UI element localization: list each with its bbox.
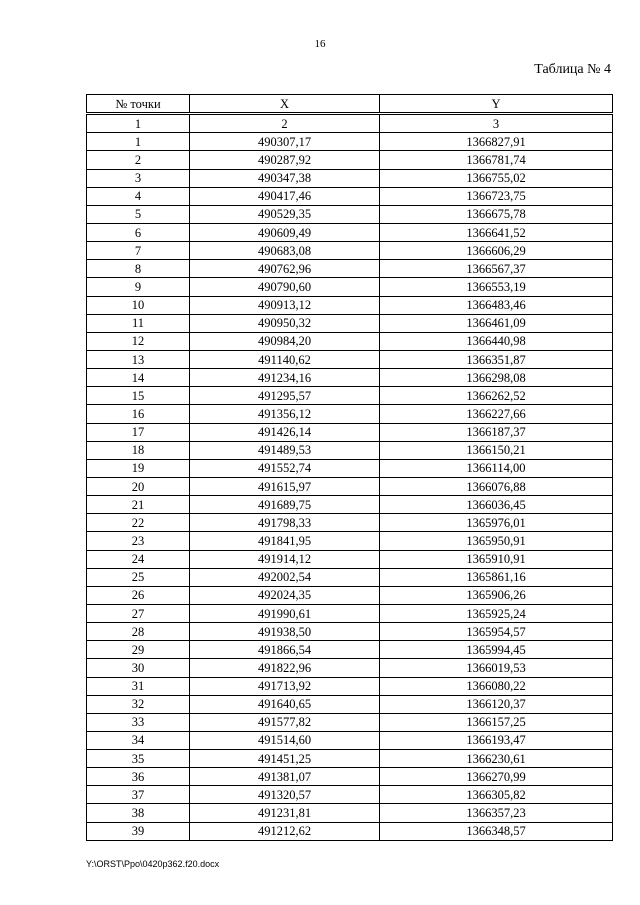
cell-y: 1365950,91 [380, 532, 613, 550]
cell-point-number: 24 [87, 550, 190, 568]
cell-y: 1366827,91 [380, 133, 613, 151]
cell-y: 1366150,21 [380, 441, 613, 459]
cell-x: 491866,54 [190, 641, 380, 659]
cell-x: 491689,75 [190, 496, 380, 514]
cell-point-number: 19 [87, 459, 190, 477]
table-row [87, 350, 613, 368]
cell-point-number: 39 [87, 822, 190, 840]
cell-x: 490529,35 [190, 205, 380, 223]
cell-x: 490287,92 [190, 151, 380, 169]
table-row [87, 532, 613, 550]
cell-point-number: 12 [87, 332, 190, 350]
cell-y: 1366351,87 [380, 350, 613, 368]
cell-y: 1366270,99 [380, 768, 613, 786]
cell-y: 1365910,91 [380, 550, 613, 568]
cell-point-number: 18 [87, 441, 190, 459]
cell-x: 491713,92 [190, 677, 380, 695]
cell-point-number: 13 [87, 350, 190, 368]
cell-y: 1366230,61 [380, 750, 613, 768]
cell-point-number: 33 [87, 713, 190, 731]
column-header-y: Y [380, 95, 613, 114]
cell-point-number: 36 [87, 768, 190, 786]
cell-point-number: 31 [87, 677, 190, 695]
cell-y: 1366723,75 [380, 187, 613, 205]
cell-point-number: 27 [87, 604, 190, 622]
table-row [87, 169, 613, 187]
cell-point-number: 1 [87, 133, 190, 151]
cell-y: 1366781,74 [380, 151, 613, 169]
table-row [87, 786, 613, 804]
cell-x: 490790,60 [190, 278, 380, 296]
table-row [87, 768, 613, 786]
cell-point-number: 9 [87, 278, 190, 296]
table-row [87, 822, 613, 840]
table-row [87, 604, 613, 622]
cell-point-number: 22 [87, 514, 190, 532]
cell-x: 491451,25 [190, 750, 380, 768]
cell-y: 1366305,82 [380, 786, 613, 804]
cell-x: 491990,61 [190, 604, 380, 622]
cell-point-number: 2 [87, 151, 190, 169]
cell-x: 491552,74 [190, 459, 380, 477]
table-row [87, 314, 613, 332]
cell-x: 491231,81 [190, 804, 380, 822]
coordinates-table [86, 94, 613, 841]
cell-y: 1366567,37 [380, 260, 613, 278]
cell-x: 492024,35 [190, 586, 380, 604]
table-row [87, 296, 613, 314]
column-number-3: 3 [380, 114, 613, 133]
cell-point-number: 8 [87, 260, 190, 278]
cell-point-number: 28 [87, 623, 190, 641]
table-row [87, 568, 613, 586]
cell-x: 490347,38 [190, 169, 380, 187]
table-row [87, 278, 613, 296]
cell-point-number: 5 [87, 205, 190, 223]
cell-y: 1366461,09 [380, 314, 613, 332]
cell-point-number: 14 [87, 369, 190, 387]
cell-x: 491381,07 [190, 768, 380, 786]
table-row [87, 550, 613, 568]
cell-x: 491426,14 [190, 423, 380, 441]
table-row [87, 695, 613, 713]
column-number-2: 2 [190, 114, 380, 133]
cell-x: 490683,08 [190, 242, 380, 260]
cell-x: 491798,33 [190, 514, 380, 532]
cell-y: 1365954,57 [380, 623, 613, 641]
cell-x: 490762,96 [190, 260, 380, 278]
cell-point-number: 32 [87, 695, 190, 713]
table-row [87, 659, 613, 677]
cell-point-number: 26 [87, 586, 190, 604]
cell-point-number: 6 [87, 223, 190, 241]
cell-y: 1366120,37 [380, 695, 613, 713]
table-row [87, 514, 613, 532]
cell-y: 1366348,57 [380, 822, 613, 840]
cell-x: 491914,12 [190, 550, 380, 568]
cell-point-number: 34 [87, 731, 190, 749]
cell-point-number: 30 [87, 659, 190, 677]
cell-y: 1366440,98 [380, 332, 613, 350]
cell-x: 491140,62 [190, 350, 380, 368]
table-row [87, 187, 613, 205]
column-header-x: X [190, 95, 380, 114]
table-row [87, 496, 613, 514]
cell-x: 492002,54 [190, 568, 380, 586]
cell-y: 1366019,53 [380, 659, 613, 677]
table-row [87, 332, 613, 350]
cell-x: 490984,20 [190, 332, 380, 350]
cell-point-number: 10 [87, 296, 190, 314]
cell-y: 1366114,00 [380, 459, 613, 477]
cell-x: 491615,97 [190, 477, 380, 495]
table-row [87, 623, 613, 641]
cell-point-number: 25 [87, 568, 190, 586]
table-row [87, 804, 613, 822]
cell-x: 490609,49 [190, 223, 380, 241]
cell-point-number: 23 [87, 532, 190, 550]
cell-y: 1366357,23 [380, 804, 613, 822]
table-row [87, 441, 613, 459]
cell-x: 491212,62 [190, 822, 380, 840]
cell-y: 1366080,22 [380, 677, 613, 695]
table-header-row [87, 95, 613, 114]
cell-point-number: 15 [87, 387, 190, 405]
cell-point-number: 38 [87, 804, 190, 822]
table-row [87, 260, 613, 278]
cell-x: 491640,65 [190, 695, 380, 713]
table-row [87, 405, 613, 423]
table-row [87, 387, 613, 405]
cell-y: 1365861,16 [380, 568, 613, 586]
cell-point-number: 11 [87, 314, 190, 332]
cell-y: 1366187,37 [380, 423, 613, 441]
cell-point-number: 29 [87, 641, 190, 659]
column-header-point-number: № точки [87, 95, 190, 114]
footer-file-path: Y:\ORST\Ppo\0420p362.f20.docx [86, 859, 220, 869]
column-numbering-row [87, 114, 613, 133]
cell-point-number: 7 [87, 242, 190, 260]
cell-point-number: 21 [87, 496, 190, 514]
cell-y: 1366262,52 [380, 387, 613, 405]
cell-x: 490307,17 [190, 133, 380, 151]
cell-point-number: 3 [87, 169, 190, 187]
page-number: 16 [314, 38, 326, 50]
table-row [87, 423, 613, 441]
cell-y: 1366157,25 [380, 713, 613, 731]
cell-x: 491320,57 [190, 786, 380, 804]
table-row [87, 731, 613, 749]
cell-y: 1365906,26 [380, 586, 613, 604]
cell-x: 491295,57 [190, 387, 380, 405]
cell-y: 1366227,66 [380, 405, 613, 423]
table-row [87, 641, 613, 659]
cell-x: 490913,12 [190, 296, 380, 314]
table-row [87, 133, 613, 151]
cell-x: 490417,46 [190, 187, 380, 205]
cell-point-number: 16 [87, 405, 190, 423]
table-row [87, 369, 613, 387]
cell-y: 1366553,19 [380, 278, 613, 296]
table-row [87, 459, 613, 477]
cell-y: 1366036,45 [380, 496, 613, 514]
cell-point-number: 35 [87, 750, 190, 768]
cell-y: 1366675,78 [380, 205, 613, 223]
table-body [87, 133, 613, 840]
cell-y: 1366193,47 [380, 731, 613, 749]
cell-x: 491356,12 [190, 405, 380, 423]
cell-x: 491938,50 [190, 623, 380, 641]
cell-y: 1365994,45 [380, 641, 613, 659]
cell-x: 491822,96 [190, 659, 380, 677]
table-row [87, 151, 613, 169]
cell-y: 1365976,01 [380, 514, 613, 532]
cell-y: 1366298,08 [380, 369, 613, 387]
cell-y: 1365925,24 [380, 604, 613, 622]
cell-y: 1366483,46 [380, 296, 613, 314]
table-row [87, 586, 613, 604]
cell-x: 490950,32 [190, 314, 380, 332]
cell-y: 1366641,52 [380, 223, 613, 241]
cell-y: 1366606,29 [380, 242, 613, 260]
cell-point-number: 17 [87, 423, 190, 441]
cell-x: 491577,82 [190, 713, 380, 731]
cell-y: 1366755,02 [380, 169, 613, 187]
table-row [87, 713, 613, 731]
table-row [87, 205, 613, 223]
cell-point-number: 4 [87, 187, 190, 205]
column-number-1: 1 [87, 114, 190, 133]
cell-point-number: 37 [87, 786, 190, 804]
table-row [87, 223, 613, 241]
cell-x: 491514,60 [190, 731, 380, 749]
table-row [87, 477, 613, 495]
cell-point-number: 20 [87, 477, 190, 495]
cell-y: 1366076,88 [380, 477, 613, 495]
table-caption: Таблица № 4 [534, 62, 611, 77]
cell-x: 491489,53 [190, 441, 380, 459]
cell-x: 491234,16 [190, 369, 380, 387]
table-row [87, 242, 613, 260]
table-row [87, 677, 613, 695]
cell-x: 491841,95 [190, 532, 380, 550]
table-row [87, 750, 613, 768]
